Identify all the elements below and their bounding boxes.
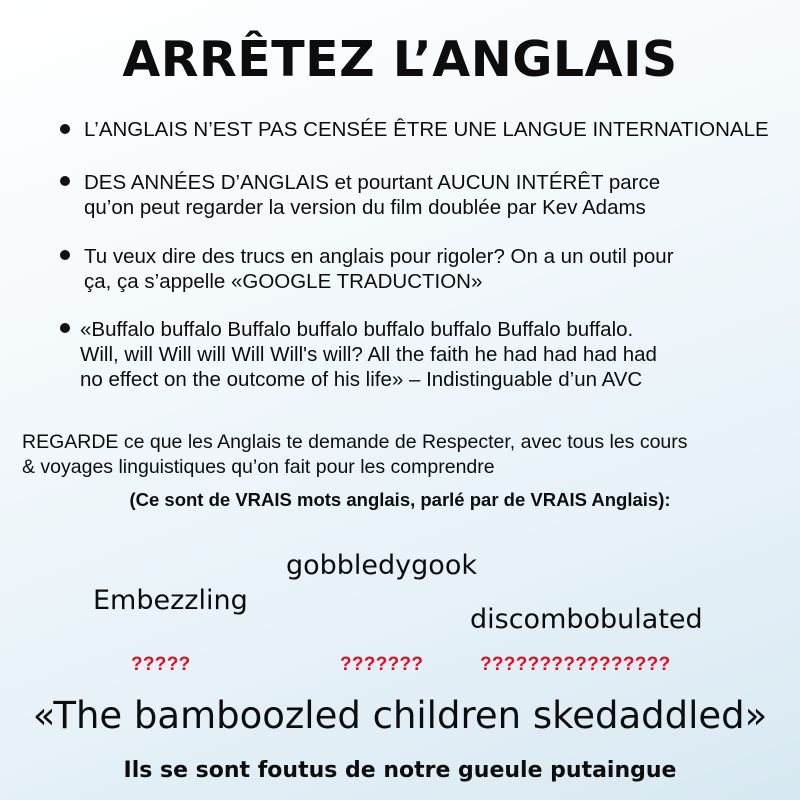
example-quote: «The bamboozled children skedaddled» — [32, 694, 768, 737]
bullet-4-line-3: no effect on the outcome of his life» – Indistinguable d’un AVC — [80, 368, 643, 391]
question-marks-2: ??????? — [340, 654, 424, 675]
question-marks-1: ????? — [131, 654, 191, 675]
bullet-4-line-2: Will, will Will will Will Will's will? All the faith he had had had had — [80, 343, 657, 366]
regarde-bold-note: (Ce sont de VRAIS mots anglais, parlé par de VRAIS Anglais): — [129, 489, 671, 510]
bullet-2-line-1: DES ANNÉES D’ANGLAIS et pourtant AUCUN INTÉRÊT parce — [84, 171, 661, 194]
bullet-dot — [60, 250, 70, 260]
bullet-3-line-2: ça, ça s’appelle «GOOGLE TRADUCTION» — [84, 270, 483, 293]
bullet-4-line-1: «Buffalo buffalo Buffalo buffalo buffalo buffalo Buffalo buffalo. — [80, 318, 634, 341]
bullet-1-line-1: L’ANGLAIS N’EST PAS CENSÉE ÊTRE UNE LANGUE INTERNATIONALE — [84, 118, 769, 141]
bullet-dot — [60, 323, 70, 333]
bullet-dot — [60, 124, 70, 134]
regarde-line-2: & voyages linguistiques qu’on fait pour les comprendre — [22, 456, 495, 478]
page-title: ARRÊTEZ L’ANGLAIS — [122, 31, 678, 88]
bullet-dot — [60, 176, 70, 186]
bullet-3-line-1: Tu veux dire des trucs en anglais pour rigoler? On a un outil pour — [84, 245, 674, 268]
word-embezzling: Embezzling — [93, 585, 248, 616]
question-marks-3: ???????????????? — [480, 654, 671, 675]
word-discombobulated: discombobulated — [470, 604, 703, 635]
regarde-line-1: REGARDE ce que les Anglais te demande de Respecter, avec tous les cours — [22, 431, 688, 453]
bullet-2-line-2: qu’on peut regarder la version du film doublée par Kev Adams — [84, 196, 646, 219]
word-gobbledygook: gobbledygook — [286, 550, 477, 581]
footer-caption: Ils se sont foutus de notre gueule putaingue — [123, 758, 677, 783]
